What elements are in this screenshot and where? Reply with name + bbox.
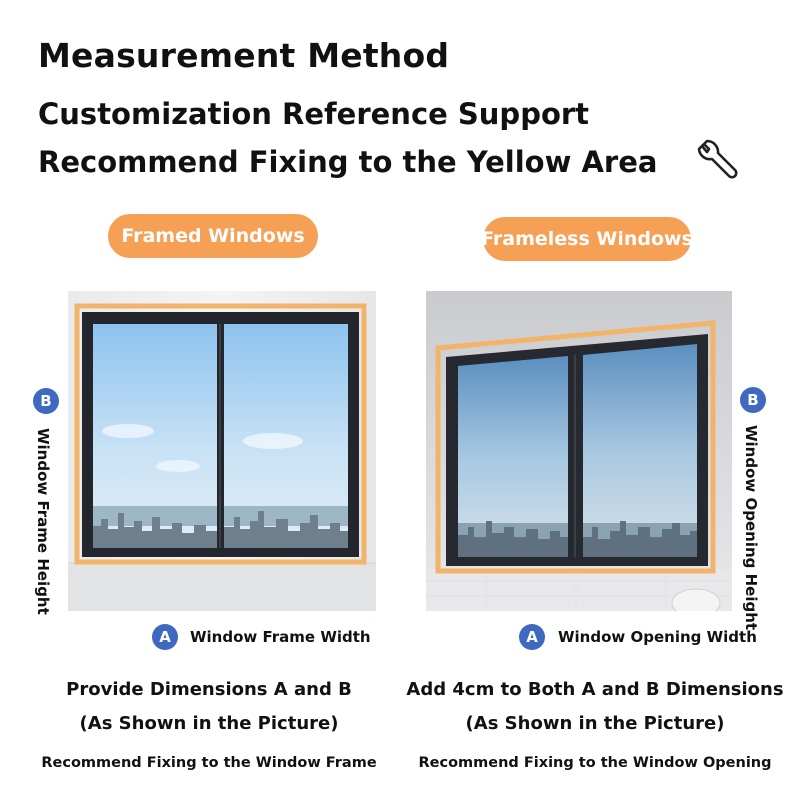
dimension-a-badge-right: A	[519, 624, 545, 650]
subtitle: Customization Reference Support	[38, 97, 590, 131]
framed-windows-label: Framed Windows	[108, 214, 318, 258]
framed-caption-line3: Recommend Fixing to the Window Frame	[41, 755, 377, 771]
recommendation-text: Recommend Fixing to the Yellow Area	[38, 145, 658, 179]
dimension-b-badge-right: B	[740, 387, 766, 413]
frameless-window-photo	[426, 291, 732, 611]
frameless-caption-line2: (As Shown in the Picture)	[465, 713, 725, 734]
framed-caption-line2: (As Shown in the Picture)	[79, 713, 339, 734]
wrench-icon	[694, 137, 742, 185]
frameless-caption-line3: Recommend Fixing to the Window Opening	[418, 755, 772, 771]
dimension-b-badge-left: B	[33, 388, 59, 414]
framed-window-photo	[68, 291, 376, 611]
window-frame-width-label: Window Frame Width	[190, 628, 371, 646]
framed-caption-line1: Provide Dimensions A and B	[66, 679, 352, 700]
window-opening-height-label: Window Opening Height	[742, 425, 760, 631]
frameless-windows-label: Frameless Windows	[483, 217, 691, 261]
window-opening-width-label: Window Opening Width	[558, 628, 757, 646]
window-frame-height-label: Window Frame Height	[34, 428, 52, 615]
frameless-caption-line1: Add 4cm to Both A and B Dimensions	[406, 679, 784, 700]
page-title: Measurement Method	[38, 36, 450, 75]
dimension-a-badge-left: A	[152, 624, 178, 650]
